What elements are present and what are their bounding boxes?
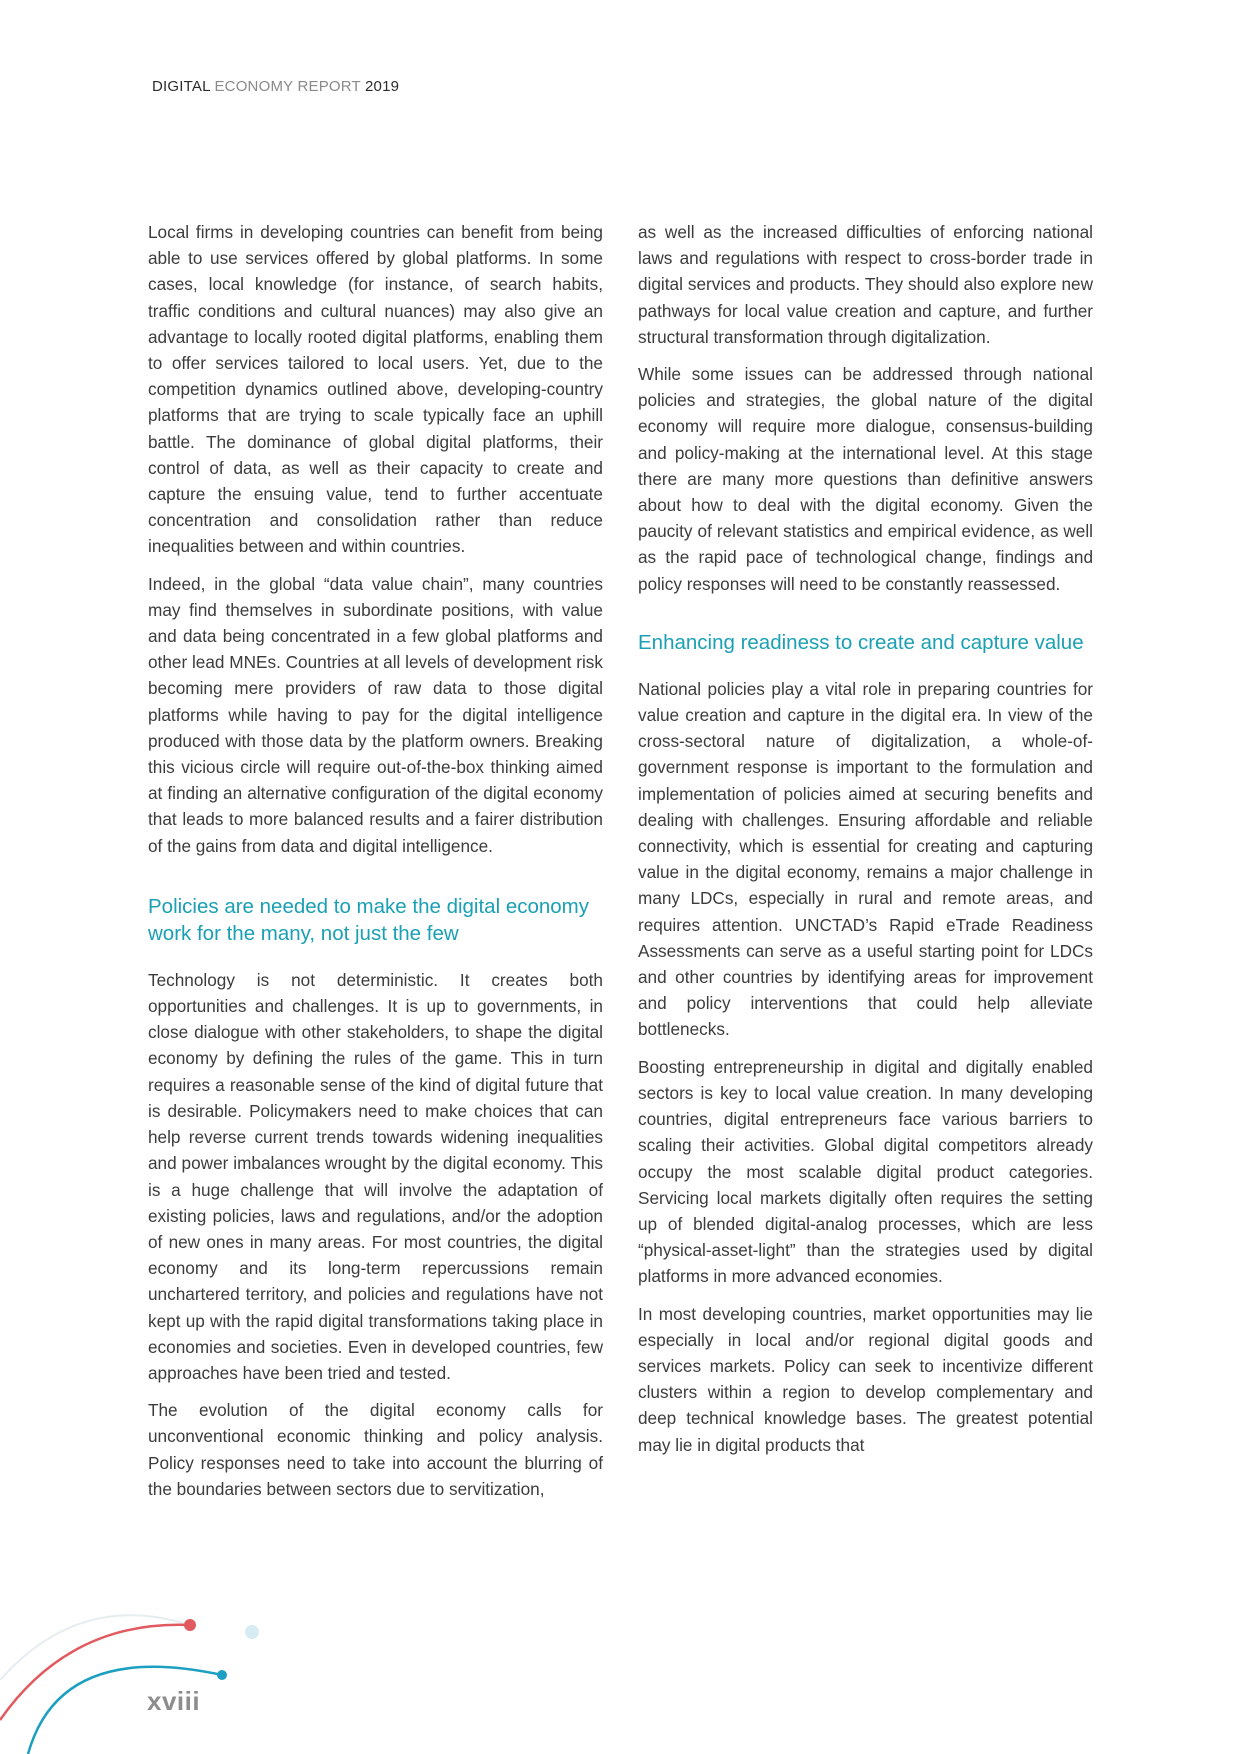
paragraph: as well as the increased difficulties of enforcing national laws and regulations with respect to cross-border trade in digital services and products. They should also explore new pathways for local value creation and capture, and further structural transformation through digitalization. [638, 222, 1093, 347]
right-column [638, 219, 1093, 1469]
paragraph: While some issues can be addressed through national policies and strategies, the global nature of the digital economy will require more dialogue, consensus-building and policy-making at the international level. At this stage there are many more questions than definitive answers about how to deal with the digital economy. Given the paucity of relevant statistics and empirical evidence, as well as the rapid pace of technological change, findings and policy responses will need to be constantly reassessed. [638, 364, 1093, 594]
paragraph: Technology is not deterministic. It creates both opportunities and challenges. It is up to governments, in close dialogue with other stakeholders, to shape the digital economy by defining the rules of the game. This in turn requires a reasonable sense of the kind of digital future that is desirable. Policymakers need to make choices that can help reverse current trends towards widening inequalities and power imbalances wrought by the digital economy. This is a huge challenge that will involve the adaptation of existing policies, laws and regulations, and/or the adoption of new ones in many areas. For most countries, the digital economy and its long-term repercussions remain unchartered territory, and policies and regulations have not kept up with the rapid digital transformations taking place in economies and societies. Even in developed countries, few approaches have been tried and tested. [148, 969, 603, 1383]
red-dot-icon [184, 1619, 196, 1631]
light-dot-icon [245, 1625, 259, 1639]
decorative-arcs-icon [0, 1570, 300, 1754]
paragraph: In most developing countries, market opportunities may lie especially in local and/or regional digital goods and services markets. Policy can seek to incentivize different clusters within a region to develop complementary and deep technical knowledge bases. The greatest potential may lie in digital products that [638, 1303, 1093, 1455]
paragraph: National policies play a vital role in preparing countries for value creation and capture in the digital era. In view of the cross-sectoral nature of digitalization, a whole-of-government response is important to the formulation and implementation of policies aimed at securing benefits and dealing with challenges. Ensuring affordable and reliable connectivity, which is essential for creating and capturing value in the digital economy, remains a major challenge in many LDCs, especially in rural and remote areas, and requires attention. UNCTAD’s Rapid eTrade Readiness Assessments can serve as a useful starting point for LDCs and other countries by identifying areas for improvement and policy interventions that could help alleviate bottlenecks. [638, 678, 1093, 1040]
page-number: xviii [147, 1686, 201, 1716]
running-header [152, 78, 399, 95]
paragraph: Boosting entrepreneurship in digital and digitally enabled sectors is key to local value creation. In many developing countries, digital entrepreneurs face various barriers to scaling their activities. Global digital competitors already occupy the most scalable digital product categories. Servicing local markets digitally often requires the setting up of blended digital-analog processes, which are less “physical-asset-light” than the strategies used by digital platforms in more advanced economies. [638, 1056, 1093, 1287]
header-economy-report: ECONOMY REPORT [214, 78, 361, 95]
header-year: 2019 [365, 78, 400, 95]
paragraph: The evolution of the digital economy calls for unconventional economic thinking and policy analysis. Policy responses need to take into account the blurring of the boundaries between sectors due to servitization, [148, 1400, 603, 1499]
section-heading-readiness: Enhancing readiness to create and capture value [638, 630, 1084, 654]
section-heading-policies: Policies are needed to make the digital economy work for the many, not just the few [148, 894, 590, 945]
left-column [148, 219, 603, 1513]
paragraph: Indeed, in the global “data value chain”, many countries may find themselves in subordinate positions, with value and data being concentrated in a few global platforms and other lead MNEs. Countries at all levels of development risk becoming mere providers of raw data to those digital platforms while having to pay for the digital intelligence produced with those data by the platform owners. Breaking this vicious circle will require out-of-the-box thinking aimed at finding an alternative configuration of the digital economy that leads to more balanced results and a fairer distribution of the gains from data and digital intelligence. [148, 573, 603, 856]
header-digital: DIGITAL [152, 78, 211, 95]
teal-dot-icon [217, 1670, 227, 1680]
paragraph: Local firms in developing countries can benefit from being able to use services offered by global platforms. In some cases, local knowledge (for instance, of search habits, traffic conditions and cultural nuances) may also give an advantage to locally rooted digital platforms, enabling them to offer services tailored to local users. Yet, due to the competition dynamics outlined above, developing-country platforms that are trying to scale typically face an uphill battle. The dominance of global digital platforms, their control of data, as well as their capacity to create and capture the ensuing value, tend to further accentuate concentration and consolidation rather than reduce inequalities between and within countries. [148, 222, 603, 557]
